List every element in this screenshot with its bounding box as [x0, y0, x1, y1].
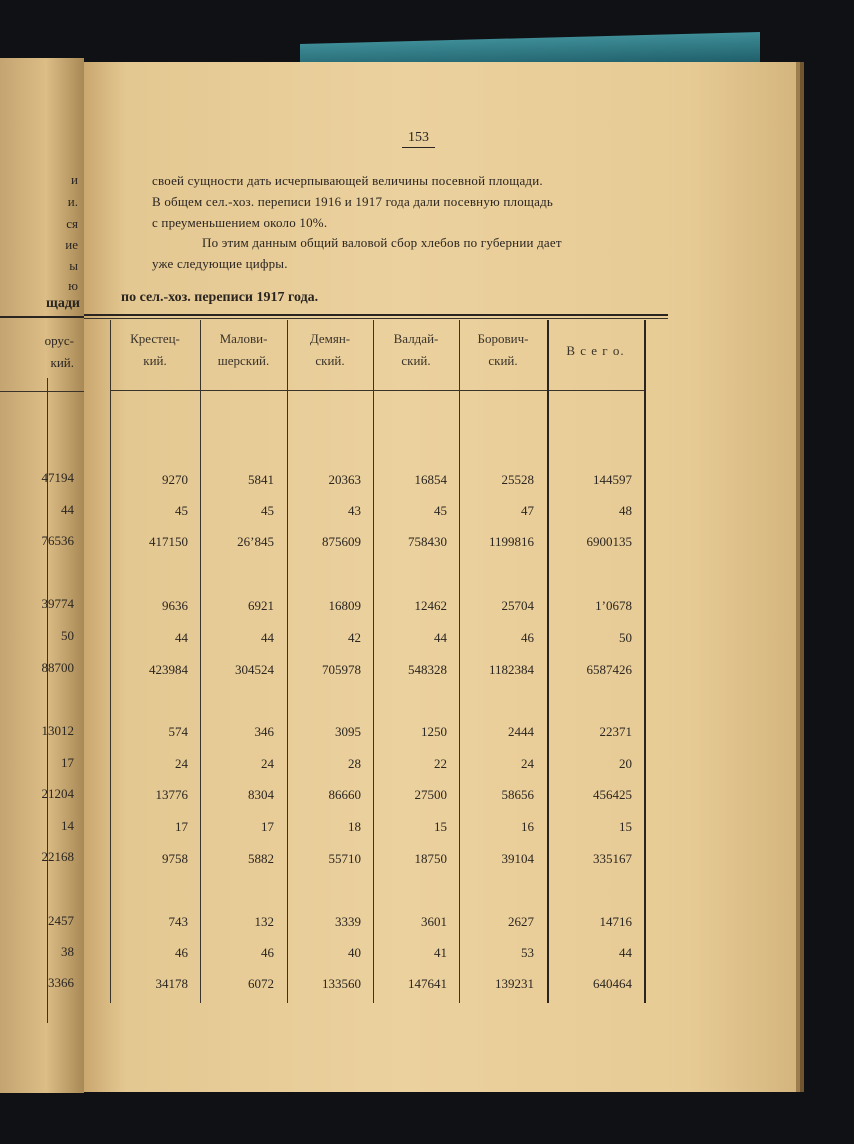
table-cell: 9636	[162, 598, 188, 613]
left-text-fragment: и	[71, 172, 78, 187]
paragraph-2	[152, 232, 672, 274]
table-cell: 20	[619, 756, 632, 771]
table-cell: 86660	[328, 787, 361, 802]
table-cell: 132	[254, 914, 274, 929]
table-cell: 743	[168, 914, 188, 929]
text-line: своей сущности дать исчерпывающей величины посевной площади.	[152, 173, 543, 188]
table-cell: 9758	[162, 851, 188, 866]
left-number: 76536	[41, 533, 74, 548]
table-cell: 640464	[593, 976, 632, 991]
table-cell: 42	[348, 630, 361, 645]
column-header-malovishersky: Малови- шерский.	[217, 331, 270, 368]
table-cell: 41	[434, 945, 447, 960]
table-cell: 1250	[421, 724, 447, 739]
table-cell: 9270	[162, 472, 188, 487]
left-number: 13012	[41, 723, 74, 738]
left-number: 44	[61, 502, 74, 517]
table-cell: 47	[521, 503, 534, 518]
table-cell: 15	[619, 819, 632, 834]
table-cell: 50	[619, 630, 632, 645]
column-rule	[547, 320, 549, 1003]
table-cell: 423984	[149, 662, 188, 677]
table-cell: 705978	[322, 662, 361, 677]
table-cell: 758430	[408, 534, 447, 549]
table-top-rule-2	[84, 318, 668, 319]
column-header-valdaysky: Валдай- ский.	[393, 331, 439, 368]
column-rule	[287, 320, 288, 1003]
table-cell: 18	[348, 819, 361, 834]
left-number: 14	[61, 818, 74, 833]
table-cell: 16	[521, 819, 534, 834]
table-cell: 44	[619, 945, 632, 960]
column-header-total: В с е г о.	[566, 343, 625, 358]
table-cell: 3095	[335, 724, 361, 739]
left-number: 22168	[41, 849, 74, 864]
column-rule	[459, 320, 460, 1003]
left-caption-fragment: щади	[46, 296, 80, 311]
table-cell: 6900135	[586, 534, 632, 549]
left-number: 38	[61, 944, 74, 959]
table-cell: 24	[175, 756, 188, 771]
table-cell: 25704	[501, 598, 534, 613]
table-cell: 20363	[328, 472, 361, 487]
table-cell: 16809	[328, 598, 361, 613]
table-cell: 18750	[414, 851, 447, 866]
column-header-krestetsky: Крестец- кий.	[130, 331, 180, 368]
table-cell: 2444	[508, 724, 534, 739]
table-cell: 875609	[322, 534, 361, 549]
table-cell: 1199816	[488, 534, 534, 549]
page-number: 153	[402, 130, 435, 148]
left-table-rule	[0, 316, 84, 318]
left-text-fragment: и.	[67, 194, 78, 209]
table-cell: 5841	[248, 472, 274, 487]
table-cell: 53	[521, 945, 534, 960]
table-cell: 45	[175, 503, 188, 518]
table-cell: 6921	[248, 598, 274, 613]
left-text-fragment: ы	[69, 258, 78, 273]
table-cell: 45	[261, 503, 274, 518]
left-number: 39774	[41, 596, 74, 611]
table-cell: 456425	[593, 787, 632, 802]
table-cell: 58656	[501, 787, 534, 802]
table-cell: 1182384	[488, 662, 534, 677]
table-cell: 417150	[149, 534, 188, 549]
column-header-borovichsky: Борович- ский.	[477, 331, 529, 368]
left-number: 50	[61, 628, 74, 643]
table-cell: 5882	[248, 851, 274, 866]
table-cell: 16854	[414, 472, 447, 487]
table-cell: 27500	[414, 787, 447, 802]
right-page	[84, 62, 796, 1092]
table-cell: 3339	[335, 914, 361, 929]
left-number: 2457	[48, 913, 74, 928]
table-cell: 574	[168, 724, 188, 739]
table-cell: 46	[521, 630, 534, 645]
table-cell: 26ʼ845	[237, 534, 274, 549]
table-cell: 55710	[328, 851, 361, 866]
table-cell: 12462	[414, 598, 447, 613]
table-cell: 144597	[593, 472, 632, 487]
text-line: уже следующие цифры.	[152, 256, 288, 271]
table-cell: 1ʼ0678	[595, 598, 632, 613]
table-cell: 346	[254, 724, 274, 739]
table-cell: 40	[348, 945, 361, 960]
table-cell: 24	[521, 756, 534, 771]
header-bottom-rule	[110, 390, 644, 391]
table-cell: 34178	[155, 976, 188, 991]
table-cell: 8304	[248, 787, 274, 802]
table-cell: 17	[261, 819, 274, 834]
table-cell: 147641	[408, 976, 447, 991]
text-line: В общем сел.-хоз. переписи 1916 и 1917 года дали посевную площадь	[152, 194, 554, 209]
text-line: По этим данным общий валовой сбор хлебов по губернии дает	[202, 235, 562, 250]
table-right-rule	[644, 320, 646, 1003]
table-cell: 45	[434, 503, 447, 518]
table-cell: 46	[175, 945, 188, 960]
table-cell: 44	[261, 630, 274, 645]
left-text-fragment: ю	[68, 278, 78, 293]
left-header-fragment: орус- кий.	[44, 333, 74, 370]
left-number: 47194	[41, 470, 74, 485]
table-cell: 39104	[501, 851, 534, 866]
left-number: 17	[61, 755, 74, 770]
table-cell: 44	[434, 630, 447, 645]
paragraph-1	[152, 170, 672, 233]
table-cell: 3601	[421, 914, 447, 929]
left-number: 88700	[41, 660, 74, 675]
table-cell: 25528	[501, 472, 534, 487]
table-caption: по сел.-хоз. переписи 1917 года.	[121, 290, 319, 305]
left-page	[0, 58, 84, 1093]
table-top-rule	[84, 314, 668, 316]
column-rule	[110, 320, 111, 1003]
table-cell: 304524	[235, 662, 274, 677]
table-cell: 2627	[508, 914, 534, 929]
text-line: с преуменьшением около 10%.	[152, 215, 328, 230]
column-header-demyansky: Демян- ский.	[309, 331, 351, 368]
table-cell: 28	[348, 756, 361, 771]
table-cell: 139231	[495, 976, 534, 991]
table-cell: 13776	[155, 787, 188, 802]
left-number: 21204	[41, 786, 74, 801]
table-cell: 335167	[593, 851, 632, 866]
left-header-rule	[0, 391, 84, 392]
table-cell: 15	[434, 819, 447, 834]
table-cell: 6072	[248, 976, 274, 991]
table-cell: 14716	[599, 914, 632, 929]
table-cell: 17	[175, 819, 188, 834]
table-cell: 44	[175, 630, 188, 645]
table-cell: 22	[434, 756, 447, 771]
table-cell: 6587426	[586, 662, 632, 677]
left-number: 3366	[48, 975, 74, 990]
column-rule	[200, 320, 201, 1003]
column-rule	[373, 320, 374, 1003]
table-cell: 24	[261, 756, 274, 771]
left-text-fragment: ся	[66, 216, 78, 231]
table-cell: 46	[261, 945, 274, 960]
table-cell: 548328	[408, 662, 447, 677]
table-cell: 22371	[599, 724, 632, 739]
table-cell: 48	[619, 503, 632, 518]
table-cell: 43	[348, 503, 361, 518]
table-cell: 133560	[322, 976, 361, 991]
left-text-fragment: ие	[65, 237, 78, 252]
